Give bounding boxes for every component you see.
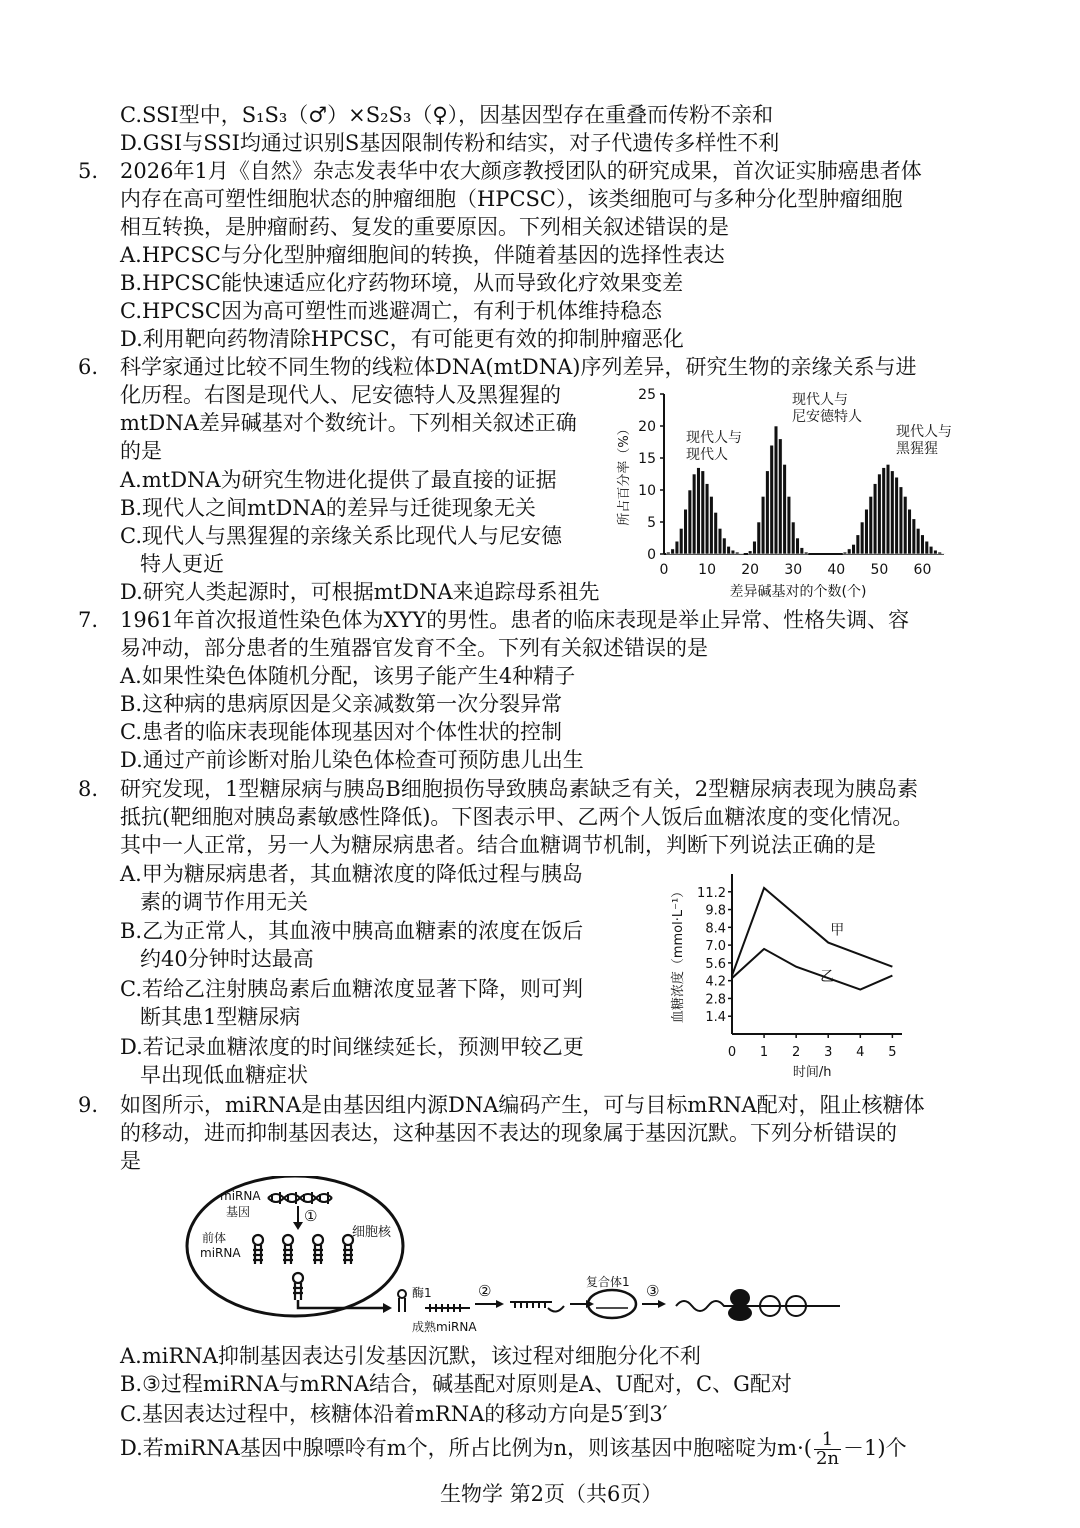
complex-on-mrna-icon — [760, 1296, 806, 1316]
histogram-bar — [899, 487, 903, 554]
histogram-bar — [878, 474, 882, 554]
q6-number: 6. — [78, 355, 99, 379]
q9-option-d-suffix: －1)个 — [843, 1436, 907, 1460]
histogram-bar — [684, 509, 688, 554]
histogram-bar — [865, 509, 869, 554]
q8-option-a-cont: 素的调节作用无关 — [140, 890, 308, 914]
histogram-bar — [873, 484, 877, 554]
q9-option-d-prefix: D.若miRNA基因中腺嘌呤有m个，所占比例为n，则该基因中胞嘧啶为m·( — [120, 1436, 812, 1460]
q6-option-a: A.mtDNA为研究生物进化提供了最直接的证据 — [120, 468, 557, 492]
q5-stem-3: 相互转换，是肿瘤耐药、复发的重要原因。下列相关叙述错误的是 — [120, 215, 729, 239]
series-label: 尼安德特人 — [792, 409, 862, 425]
y-tick-label: 2.8 — [705, 992, 726, 1008]
complex-1-label: 复合体1 — [586, 1275, 630, 1289]
histogram-bar — [890, 471, 894, 554]
histogram-bar — [757, 522, 761, 554]
y-tick-label: 11.2 — [697, 885, 726, 901]
q9-stem-3: 是 — [120, 1149, 141, 1173]
histogram-bar — [679, 528, 683, 554]
q4-option-c: C.SSI型中，S₁S₃（♂）×S₂S₃（♀），因基因型存在重叠而传粉不亲和 — [120, 103, 774, 127]
q7-stem-2: 易冲动，部分患者的生殖器官发育不全。下列有关叙述错误的是 — [120, 636, 708, 660]
mirna-gene-label-1: miRNA — [220, 1189, 261, 1203]
q8-option-c: C.若给乙注射胰岛素后血糖浓度显著下降，则可判 — [120, 977, 583, 1001]
step-2-label: ② — [478, 1282, 492, 1300]
dna-helix-icon — [268, 1192, 332, 1204]
series-label: 现代人与 — [896, 424, 952, 440]
y-tick-label: 25 — [638, 387, 656, 403]
histogram-bar — [701, 471, 705, 554]
q6-stem-1: 科学家通过比较不同生物的线粒体DNA(mtDNA)序列差异，研究生物的亲缘关系与进 — [120, 355, 917, 379]
histogram-bar — [753, 541, 757, 554]
q6-option-c: C.现代人与黑猩猩的亲缘关系比现代人与尼安德 — [120, 524, 562, 548]
histogram-bar — [688, 490, 692, 554]
q9-option-a: A.miRNA抑制基因表达引发基因沉默，该过程对细胞分化不利 — [120, 1344, 701, 1368]
mirna-gene-label-2: 基因 — [226, 1205, 251, 1219]
mirna-pathway-diagram — [180, 1176, 860, 1336]
q7-option-a: A.如果性染色体随机分配，该男子能产生4种精子 — [120, 664, 576, 688]
q9-option-c: C.基因表达过程中，核糖体沿着mRNA的移动方向是5′到3′ — [120, 1402, 668, 1426]
fraction — [814, 1431, 841, 1468]
histogram-bar — [727, 546, 731, 554]
mrna-strand-icon — [676, 1301, 840, 1311]
q8-option-b: B.乙为正常人，其血液中胰高血糖素的浓度在饭后 — [120, 919, 584, 943]
q7-option-c: C.患者的临床表现能体现基因对个体性状的控制 — [120, 720, 562, 744]
histogram-bar — [929, 546, 933, 554]
histogram-bar — [895, 477, 899, 554]
series-label: 黑猩猩 — [896, 441, 938, 457]
histogram-bar — [666, 552, 670, 554]
series-label: 甲 — [830, 922, 845, 939]
histogram-bar — [852, 544, 856, 554]
histogram-bar — [791, 522, 795, 554]
q9-number: 9. — [78, 1093, 99, 1117]
histogram-bar — [800, 548, 804, 554]
q8-option-d: D.若记录血糖浓度的时间继续延长，预测甲较乙更 — [120, 1035, 584, 1059]
x-tick-label: 10 — [698, 562, 716, 578]
q5-option-c: C.HPCSC因为高可塑性而逃避凋亡，有利于机体维持稳态 — [120, 299, 662, 323]
histogram-bar — [942, 553, 946, 554]
histogram-bar — [692, 474, 696, 554]
histogram-bar — [740, 553, 744, 554]
x-axis-label: 差异碱基对的个数(个) — [729, 584, 867, 600]
x-tick-label: 1 — [759, 1045, 769, 1060]
x-tick-label: 3 — [824, 1045, 833, 1060]
histogram-bar — [912, 519, 916, 554]
x-tick-label: 20 — [741, 562, 760, 578]
q8-stem-2: 抵抗(靶细胞对胰岛素敏感性降低)。下图表示甲、乙两个人饭后血糖浓度的变化情况。 — [120, 805, 914, 829]
histogram-bar — [722, 538, 726, 554]
y-tick-label: 8.4 — [705, 921, 726, 937]
histogram-bar — [886, 464, 890, 554]
histogram-bar — [921, 535, 925, 554]
q8-option-d-cont: 早出现低血糖症状 — [140, 1063, 308, 1087]
histogram-bar — [860, 522, 864, 554]
y-tick-label: 10 — [638, 483, 656, 499]
histogram-bar — [925, 541, 929, 554]
mature-mirna-label: 成熟miRNA — [412, 1320, 477, 1334]
q5-option-d: D.利用靶向药物清除HPCSC，有可能更有效的抑制肿瘤恶化 — [120, 327, 684, 351]
q6-option-b: B.现代人之间mtDNA的差异与迁徙现象无关 — [120, 496, 536, 520]
q9-stem-2: 的移动，进而抑制基因表达，这种基因不表达的现象属于基因沉默。下列分析错误的 — [120, 1121, 897, 1145]
mtdna-difference-histogram — [612, 384, 952, 606]
pre-mirna-label-1: 前体 — [202, 1231, 227, 1245]
q5-stem-1: 2026年1月《自然》杂志发表华中农大颜彦教授团队的研究成果，首次证实肺癌患者体 — [120, 159, 922, 183]
q8-stem-1: 研究发现，1型糖尿病与胰岛B细胞损伤导致胰岛素缺乏有关，2型糖尿病表现为胰岛素 — [120, 777, 919, 801]
blood-glucose-line-chart — [662, 866, 922, 1088]
x-tick-label: 0 — [659, 562, 669, 578]
y-tick-label: 5.6 — [705, 956, 726, 972]
q8-option-c-cont: 断其患1型糖尿病 — [140, 1005, 301, 1029]
q6-stem-2: 化历程。右图是现代人、尼安德特人及黑猩猩的 — [120, 383, 561, 407]
q9-stem-1: 如图所示，miRNA是由基因组内源DNA编码产生，可与目标mRNA配对，阻止核糖体 — [120, 1093, 925, 1117]
q8-option-a: A.甲为糖尿病患者，其血糖浓度的降低过程与胰岛 — [120, 862, 583, 886]
histogram-bar — [735, 552, 739, 554]
y-tick-label: 4.2 — [705, 974, 726, 990]
x-tick-label: 5 — [888, 1045, 897, 1060]
y-tick-label: 20 — [638, 419, 656, 435]
q9-option-b: B.③过程miRNA与mRNA结合，碱基配对原则是A、U配对，C、G配对 — [120, 1372, 792, 1396]
q8-stem-3: 其中一人正常，另一人为糖尿病患者。结合血糖调节机制，判断下列说法正确的是 — [120, 833, 876, 857]
q6-stem-4: 的是 — [120, 439, 162, 463]
histogram-bar — [938, 552, 942, 554]
histogram-bar — [796, 538, 800, 554]
series-label: 现代人与 — [792, 392, 848, 408]
nucleus-label: 细胞核 — [352, 1225, 392, 1240]
histogram-bar — [675, 541, 679, 554]
step-1-label: ① — [304, 1207, 318, 1225]
step-3-label: ③ — [646, 1282, 660, 1300]
q9-option-d — [120, 1428, 907, 1468]
x-tick-label: 40 — [827, 562, 846, 578]
q6-option-c-cont: 特人更近 — [140, 552, 224, 576]
y-axis-label: 血糖浓度（mmol·L⁻¹） — [671, 884, 686, 1024]
series-label: 现代人 — [686, 447, 728, 463]
histogram-bar — [761, 496, 765, 554]
series-line — [732, 949, 892, 990]
histogram-bar — [804, 552, 808, 554]
y-tick-label: 9.8 — [705, 903, 726, 919]
q6-stem-3: mtDNA差异碱基对个数统计。下列相关叙述正确 — [120, 411, 577, 435]
x-tick-label: 2 — [792, 1045, 801, 1060]
x-tick-label: 0 — [727, 1045, 737, 1060]
histogram-bar — [847, 549, 851, 554]
histogram-bar — [671, 549, 675, 554]
y-tick-label: 5 — [647, 515, 656, 531]
histogram-bar — [697, 468, 701, 554]
series-line — [732, 888, 892, 976]
pre-mirna-label-2: miRNA — [200, 1246, 241, 1260]
y-tick-label: 7.0 — [705, 939, 726, 955]
y-tick-label: 0 — [647, 547, 656, 563]
histogram-bar — [778, 439, 782, 554]
fraction-numerator: 1 — [814, 1431, 841, 1450]
histogram-bar — [787, 496, 791, 554]
x-tick-label: 30 — [784, 562, 803, 578]
pre-mirna-hairpins — [253, 1235, 353, 1300]
q7-stem-1: 1961年首次报道性染色体为XYY的男性。患者的临床表现是举止异常、性格失调、容 — [120, 608, 910, 632]
histogram-bar — [882, 468, 886, 554]
histogram-bar — [774, 426, 778, 554]
q7-number: 7. — [78, 608, 99, 632]
x-tick-label: 60 — [913, 562, 932, 578]
y-tick-label: 15 — [638, 451, 656, 467]
q7-option-b: B.这种病的患病原因是父亲减数第一次分裂异常 — [120, 692, 563, 716]
y-axis-label: 所占百分率（%） — [617, 422, 632, 526]
x-tick-label: 50 — [870, 562, 889, 578]
histogram-bar — [916, 528, 920, 554]
mature-mirna-icon — [425, 1304, 470, 1312]
single-strand-icon — [510, 1302, 564, 1312]
q6-option-d: D.研究人类起源时，可根据mtDNA来追踪母系祖先 — [120, 580, 600, 604]
complex-1-icon — [588, 1290, 636, 1318]
q5-option-b: B.HPCSC能快速适应化疗药物环境，从而导致化疗效果变差 — [120, 271, 684, 295]
histogram-bar — [903, 496, 907, 554]
x-tick-label: 4 — [856, 1045, 865, 1060]
enzyme-1-label: 酶1 — [412, 1286, 432, 1300]
q5-option-a: A.HPCSC与分化型肿瘤细胞间的转换，伴随着基因的选择性表达 — [120, 243, 725, 267]
histogram-bar — [869, 496, 873, 554]
histogram-bar — [705, 484, 709, 554]
q5-number: 5. — [78, 159, 99, 183]
q8-number: 8. — [78, 777, 99, 801]
x-axis-label: 时间/h — [792, 1065, 832, 1080]
histogram-bar — [783, 464, 787, 554]
q8-option-b-cont: 约40分钟时达最高 — [140, 947, 314, 971]
histogram-bar — [843, 552, 847, 554]
y-tick-label: 1.4 — [705, 1010, 726, 1026]
series-label: 现代人与 — [686, 430, 742, 446]
series-label: 乙 — [820, 968, 835, 985]
q5-stem-2: 内存在高可塑性细胞状态的肿瘤细胞（HPCSC），该类细胞可与多种分化型肿瘤细胞 — [120, 187, 903, 211]
fraction-denominator: 2n — [815, 1448, 840, 1469]
histogram-bar — [718, 528, 722, 554]
histogram-bar — [714, 512, 718, 554]
page-footer: 生物学 第2页（共6页） — [440, 1482, 663, 1506]
histogram-bar — [934, 550, 938, 554]
histogram-bar — [710, 496, 714, 554]
q7-option-d: D.通过产前诊断对胎儿染色体检查可预防患儿出生 — [120, 748, 584, 772]
q4-option-d: D.GSI与SSI均通过识别S基因限制传粉和结实，对子代遗传多样性不利 — [120, 131, 780, 155]
histogram-bar — [770, 445, 774, 554]
histogram-bar — [748, 551, 752, 554]
histogram-bar — [856, 535, 860, 554]
histogram-bar — [908, 509, 912, 554]
histogram-bar — [731, 550, 735, 554]
histogram-bar — [766, 471, 770, 554]
